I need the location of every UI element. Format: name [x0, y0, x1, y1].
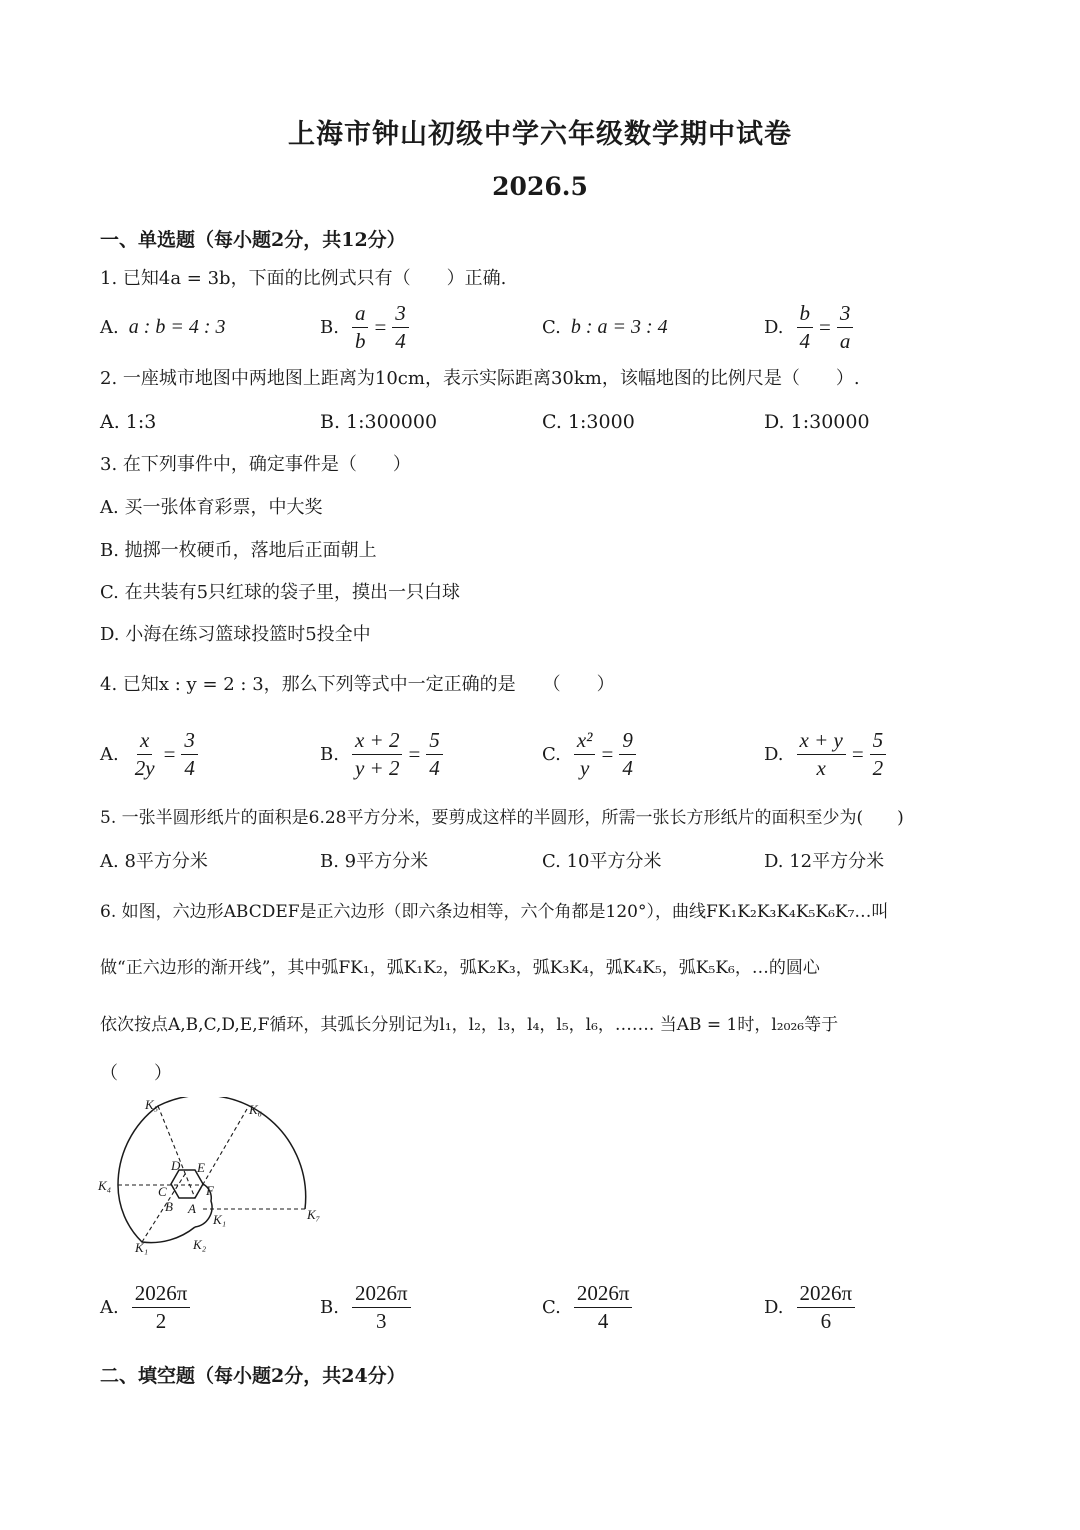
fraction [837, 302, 854, 353]
question-5-option-d: D. 12平方分米 [764, 851, 885, 872]
fraction [619, 729, 636, 780]
question-6-line-2: 做“正六边形的渐开线”，其中弧FK₁，弧K₁K₂，弧K₂K₃，弧K₃K₄，弧K₄K₅，弧K₅K₆，…的圆心 [100, 958, 820, 978]
label-k7: K₇ [307, 1207, 321, 1222]
denominator: b [354, 329, 366, 354]
numerator: x² [574, 729, 596, 755]
label-b: B [165, 1199, 173, 1214]
numerator: 5 [426, 729, 443, 755]
question-6-option-b [320, 1282, 414, 1333]
option-expression: a : b = 4 : 3 [128, 316, 226, 338]
numerator: 3 [181, 729, 198, 755]
equals-sign: = [601, 742, 614, 767]
label-e: E [197, 1160, 205, 1175]
option-label: A. [100, 317, 119, 338]
question-4-option-c [542, 729, 639, 780]
question-6-line-1: 6. 如图，六边形ABCDEF是正六边形（即六条边相等，六个角都是120°），曲线FK₁K₂K₃K₄K₅K₆K₇…叫 [100, 902, 889, 922]
fraction [352, 729, 403, 780]
numerator: x + y [797, 729, 846, 755]
equals-sign: = [851, 742, 864, 767]
option-label: C. [542, 1297, 561, 1319]
question-2-option-b: B. 1:300000 [320, 411, 438, 433]
question-2-text: 2. 一座城市地图中两地图上距离为10cm，表示实际距离30km，该幅地图的比例尺是（ ）. [100, 368, 860, 389]
option-label: D. [764, 317, 784, 339]
label-k4: K₄ [98, 1178, 112, 1193]
numerator: x [137, 729, 152, 755]
option-label: A. [100, 744, 119, 766]
label-c: C [158, 1184, 167, 1199]
denominator: a [839, 329, 851, 354]
option-label: B. [320, 317, 339, 339]
question-1-text: 1. 已知4a = 3b，下面的比例式只有（ ）正确. [100, 268, 507, 289]
numerator: 2026π [352, 1282, 411, 1308]
label-k2: K₂ [193, 1237, 207, 1252]
fraction [574, 729, 596, 780]
question-6-option-c [542, 1282, 635, 1333]
fraction [181, 729, 198, 780]
denominator: x [816, 756, 826, 781]
denominator: 4 [799, 329, 811, 354]
denominator: y + 2 [354, 756, 400, 781]
fraction [797, 302, 814, 353]
question-1-option-b [320, 302, 412, 353]
denominator: 2 [872, 756, 884, 781]
page-title: 上海市钟山初级中学六年级数学期中试卷 [288, 119, 792, 150]
fraction [797, 729, 846, 780]
fraction [797, 1282, 856, 1333]
question-5-option-c: C. 10平方分米 [542, 851, 662, 872]
denominator: 4 [184, 756, 195, 781]
option-label: A. [100, 1297, 119, 1319]
question-3-option-b: B. 抛掷一枚硬币，落地后正面朝上 [100, 540, 377, 561]
option-label: C. [542, 744, 561, 766]
numerator: 3 [392, 302, 409, 328]
numerator: x + 2 [352, 729, 403, 755]
numerator: 9 [619, 729, 636, 755]
question-1-option-c [542, 316, 668, 339]
question-3-option-d: D. 小海在练习篮球投篮时5投全中 [100, 624, 371, 645]
question-1-option-d [764, 302, 856, 353]
question-4-option-b [320, 729, 446, 780]
equals-sign: = [408, 742, 421, 767]
option-label: B. [320, 744, 339, 766]
question-5-option-b: B. 9平方分米 [320, 851, 429, 872]
option-label: C. [542, 317, 561, 338]
denominator: 3 [376, 1309, 387, 1334]
fraction [870, 729, 887, 780]
option-label: D. [764, 744, 784, 766]
question-4-option-d [764, 729, 889, 780]
denominator: 2 [155, 1309, 167, 1334]
numerator: 2026π [574, 1282, 633, 1308]
section-heading-fill-in: 二、填空题（每小题2分，共24分） [100, 1365, 406, 1387]
equals-sign: = [374, 315, 387, 340]
denominator: y [580, 756, 590, 781]
question-2-option-a: A. 1:3 [100, 411, 157, 433]
numerator: 2026π [132, 1282, 191, 1308]
question-6-option-d [764, 1282, 858, 1333]
label-k5: K₅ [145, 1097, 159, 1112]
fraction [352, 302, 369, 353]
fraction [132, 1282, 191, 1333]
question-2-option-d: D. 1:30000 [764, 411, 870, 433]
fraction [132, 729, 158, 780]
question-3-option-c: C. 在共装有5只红球的袋子里，摸出一只白球 [100, 582, 461, 603]
fraction [352, 1282, 411, 1333]
equals-sign: = [819, 315, 831, 340]
label-k1-bottom: K₁ [135, 1240, 149, 1255]
denominator: 4 [597, 1309, 609, 1334]
question-5-text: 5. 一张半圆形纸片的面积是6.28平方分米，要剪成这样的半圆形，所需一张长方形纸片的面积至少为( ) [100, 808, 904, 828]
option-label: B. [320, 1297, 339, 1319]
question-5-option-a: A. 8平方分米 [100, 851, 208, 872]
label-d: D [171, 1158, 181, 1173]
question-6-option-a [100, 1282, 193, 1333]
label-a: A [188, 1201, 196, 1216]
question-6-line-4: （ ） [100, 1063, 172, 1084]
numerator: b [797, 302, 814, 328]
question-1-option-a [100, 316, 226, 339]
numerator: 5 [870, 729, 887, 755]
equals-sign: = [163, 742, 176, 767]
option-label: D. [764, 1297, 784, 1319]
fraction [426, 729, 443, 780]
question-4-option-a [100, 729, 201, 780]
question-6-line-3: 依次按点A,B,C,D,E,F循环，其弧长分别记为l₁，l₂，l₃，l₄，l₅，l₆，……. 当AB = 1时，l₂₀₂₆等于 [100, 1015, 839, 1035]
option-expression: b : a = 3 : 4 [570, 316, 668, 338]
fraction [574, 1282, 633, 1333]
exam-date: 2026.5 [492, 172, 588, 201]
label-k6: K₆ [249, 1102, 263, 1117]
label-f: F [206, 1183, 214, 1198]
numerator: 3 [837, 302, 854, 328]
numerator: a [352, 302, 369, 328]
hexagon-involute-figure [95, 1097, 335, 1257]
denominator: 4 [429, 756, 440, 781]
section-heading-single-choice: 一、单选题（每小题2分，共12分） [100, 229, 406, 251]
denominator: 6 [820, 1309, 832, 1334]
question-4-text: 4. 已知x : y = 2 : 3，那么下列等式中一定正确的是 （ ） [100, 674, 615, 695]
denominator: 2y [134, 756, 155, 781]
denominator: 4 [395, 329, 406, 354]
numerator: 2026π [797, 1282, 856, 1308]
question-2-option-c: C. 1:3000 [542, 411, 635, 433]
question-3-option-a: A. 买一张体育彩票，中大奖 [100, 497, 323, 518]
question-3-text: 3. 在下列事件中，确定事件是（ ） [100, 454, 411, 475]
denominator: 4 [622, 756, 633, 781]
label-k1-right: K₁ [213, 1212, 227, 1227]
dashed-line-k6 [195, 1109, 247, 1198]
fraction [392, 302, 409, 353]
